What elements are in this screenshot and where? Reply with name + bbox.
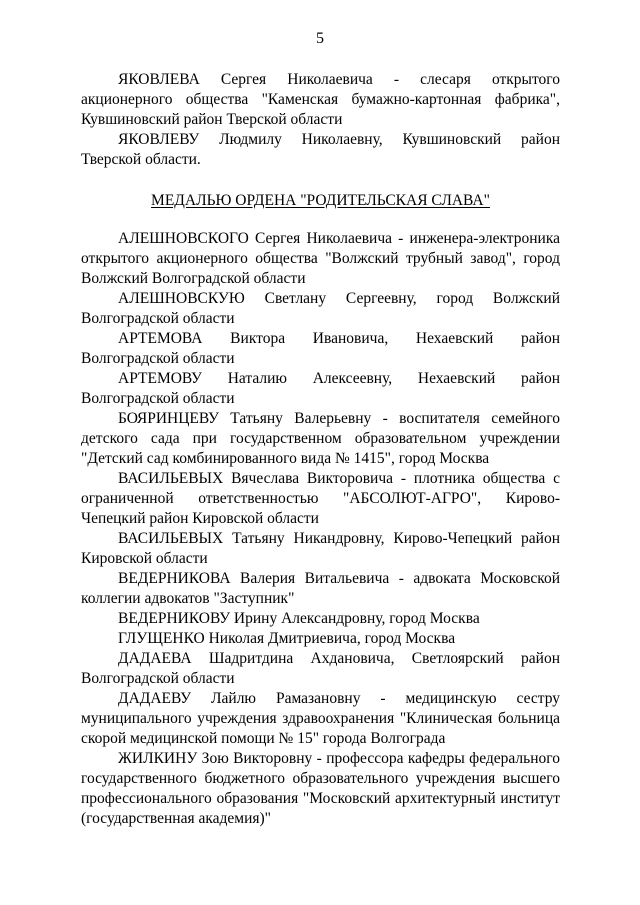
award-entry: ГЛУЩЕНКО Николая Дмитриевича, город Москва: [118, 630, 456, 647]
award-entry: ВАСИЛЬЕВЫХ Вячеслава Викторовича - плотника общества с ограниченной ответственностью "АБСОЛЮТ-АГРО", Кирово-Чепецкий район Кировской области: [81, 470, 560, 527]
award-entry: АЛЕШНОВСКОГО Сергея Николаевича - инженера-электроника открытого акционерного общества "Волжский трубный завод", город Волжский Волгоградской области: [81, 230, 560, 287]
section-heading: [81, 191, 560, 211]
award-entry: ДАДАЕВА Шадритдина Ахдановича, Светлоярский район Волгоградской области: [81, 650, 560, 687]
award-entry: АРТЕМОВА Виктора Ивановича, Нехаевский район Волгоградской области: [81, 330, 560, 367]
award-entry: ВАСИЛЬЕВЫХ Татьяну Никандровну, Кирово-Чепецкий район Кировской области: [81, 530, 560, 567]
section-heading-text: МЕДАЛЬЮ ОРДЕНА "РОДИТЕЛЬСКАЯ СЛАВА": [151, 192, 490, 209]
award-entry: ВЕДЕРНИКОВУ Ирину Александровну, город Москва: [118, 610, 480, 627]
award-entry: ЖИЛКИНУ Зою Викторовну - профессора кафедры федерального государственного бюджетного образовательного учреждения высшего профессионального образования "Московский архитектурный институт (государственная академия)": [81, 750, 560, 827]
award-entry: ЯКОВЛЕВА Сергея Николаевича - слесаря открытого акционерного общества "Каменская бумажно-картонная фабрика", Кувшиновский район Тверской области: [81, 71, 560, 128]
award-entry: БОЯРИНЦЕВУ Татьяну Валерьевну - воспитателя семейного детского сада при государственном образовательном учреждении "Детский сад комбинированного вида № 1415", город Москва: [81, 410, 560, 467]
award-entry: АРТЕМОВУ Наталию Алексеевну, Нехаевский район Волгоградской области: [81, 370, 560, 407]
award-entry: ВЕДЕРНИКОВА Валерия Витальевича - адвоката Московской коллегии адвокатов "Заступник": [81, 570, 560, 607]
document-body: [81, 70, 560, 829]
award-entry: ЯКОВЛЕВУ Людмилу Николаевну, Кувшиновский район Тверской области.: [81, 131, 560, 168]
award-entry: ДАДАЕВУ Лайлю Рамазановну - медицинскую сестру муниципального учреждения здравоохранения "Клиническая больница скорой медицинской помощи № 15" города Волгограда: [81, 690, 560, 747]
page-number: 5: [316, 30, 324, 47]
award-entry: АЛЕШНОВСКУЮ Светлану Сергеевну, город Волжский Волгоградской области: [81, 290, 560, 327]
